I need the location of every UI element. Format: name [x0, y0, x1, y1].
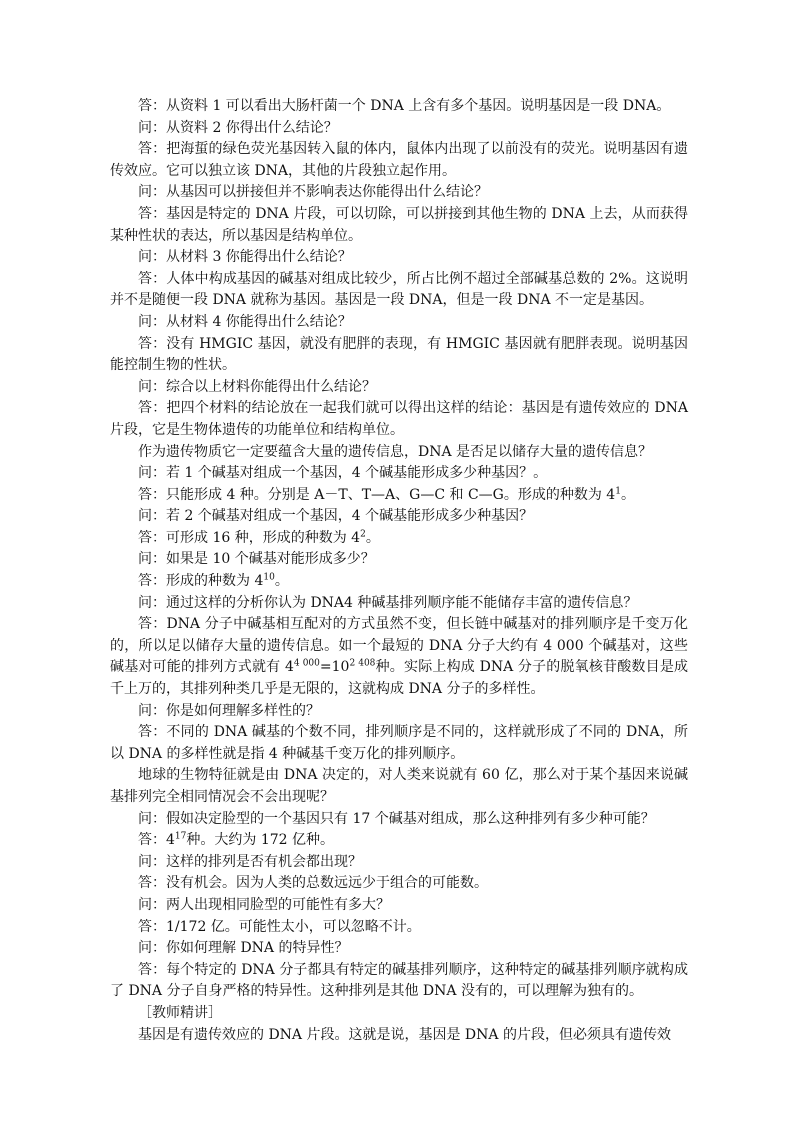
paragraph: 问：两人出现相同脸型的可能性有多大？	[138, 896, 390, 913]
paragraph: 问：这样的排列是否有机会都出现？	[138, 853, 362, 870]
paragraph: 问：从基因可以拼接但并不影响表达你能得出什么结论？	[138, 184, 488, 201]
paragraph: 基因是有遗传效应的 DNA 片段。这就是说，基因是 DNA 的片段，但必须具有遗传效	[138, 1026, 671, 1043]
paragraph: 问：从材料 4 你能得出什么结论？	[138, 313, 352, 330]
paragraph: 答：可形成 16 种，形成的种数为 $4^2$。	[138, 529, 380, 546]
paragraph: 答：$4^{17}$种。大约为 172 亿种。	[138, 831, 334, 849]
paragraph: 问：通过这样的分析你认为 DNA4 种碱基排列顺序能不能储存丰富的遗传信息？	[138, 594, 638, 611]
paragraph: 问：从材料 3 你能得出什么结论？	[138, 249, 352, 266]
paragraph: 答：基因是特定的 DNA 片段，可以切除，可以拼接到其他生物的 DNA 上去，从而获得某种性状的表达，所以基因是结构单位。	[110, 205, 688, 244]
paragraph: 答：没有 HMGIC 基因，就没有肥胖的表现，有 HMGIC 基因就有肥胖表现。说明基因能控制生物的性状。	[110, 335, 688, 374]
paragraph: 答：没有机会。因为人类的总数远远少于组合的可能数。	[138, 875, 488, 892]
paragraph: 答：每个特定的 DNA 分子都具有特定的碱基排列顺序，这种特定的碱基排列顺序就构成了 DNA 分子自身严格的特异性。这种排列是其他 DNA 没有的，可以理解为独有的。	[110, 961, 688, 1000]
paragraph: 问：你是如何理解多样性的？	[138, 702, 320, 719]
document-body	[110, 96, 688, 1046]
paragraph: 答：人体中构成基因的碱基对组成比较少，所占比例不超过全部碱基总数的 2%。这说明并不是随便一段 DNA 就称为基因。基因是一段 DNA，但是一段 DNA 不一定是基因。	[110, 270, 688, 309]
paragraph: 答：DNA 分子中碱基相互配对的方式虽然不变，但长链中碱基对的排列顺序是千变万化的，所以足以储存大量的遗传信息。如一个最短的 DNA 分子大约有 4 000 个碱基对，这些碱基对可能的排列方式就有 $4^{4 000}=10^{2 408}$种。实际上构成 DNA 分子的脱氧核苷酸数目是成千上万的，其排列种类几乎是无限的，这就构成 DNA 分子的多样性。	[110, 616, 689, 698]
paragraph: 问：假如决定脸型的一个基因只有 17 个碱基对组成，那么这种排列有多少种可能？	[138, 810, 655, 827]
paragraph: ［教师精讲］	[138, 1004, 222, 1021]
paragraph: 作为遗传物质它一定要蕴含大量的遗传信息，DNA 是否足以储存大量的遗传信息？	[138, 443, 653, 460]
paragraph: 问：你如何理解 DNA 的特异性？	[138, 940, 349, 957]
paragraph: 问：综合以上材料你能得出什么结论？	[138, 378, 376, 395]
paragraph: 答：从资料 1 可以看出大肠杆菌一个 DNA 上含有多个基因。说明基因是一段 DNA。	[138, 98, 671, 114]
paragraph: 地球的生物特征就是由 DNA 决定的，对人类来说就有 60 亿，那么对于某个基因来说碱基排列完全相同情况会不会出现呢？	[110, 767, 688, 805]
paragraph: 问：如果是 10 个碱基对能形成多少？	[138, 551, 375, 568]
paragraph: 答：只能形成 4 种。分别是 A－T、T—A、G—C 和 C—G。形成的种数为 $4^1$。	[138, 486, 635, 503]
paragraph: 答：把四个材料的结论放在一起我们就可以得出这样的结论：基因是有遗传效应的 DNA 片段，它是生物体遗传的功能单位和结构单位。	[110, 400, 688, 438]
paragraph: 答：1/172 亿。可能性太小，可以忽略不计。	[138, 918, 421, 935]
paragraph: 答：不同的 DNA 碱基的个数不同，排列顺序是不同的，这样就形成了不同的 DNA，所以 DNA 的多样性就是指 4 种碱基千变万化的排列顺序。	[110, 724, 688, 762]
paragraph: 答：形成的种数为 $4^{10}$。	[138, 572, 289, 590]
paragraph: 答：把海蜇的绿色荧光基因转入鼠的体内，鼠体内出现了以前没有的荧光。说明基因有遗传效应。它可以独立该 DNA，其他的片段独立起作用。	[110, 141, 688, 179]
paragraph: 问：从资料 2 你得出什么结论？	[138, 119, 338, 136]
paragraph: 问：若 2 个碱基对组成一个基因，4 个碱基能形成多少种基因？	[138, 508, 534, 525]
paragraph: 问：若 1 个碱基对组成一个基因，4 个碱基能形成多少种基因？。	[138, 465, 548, 482]
